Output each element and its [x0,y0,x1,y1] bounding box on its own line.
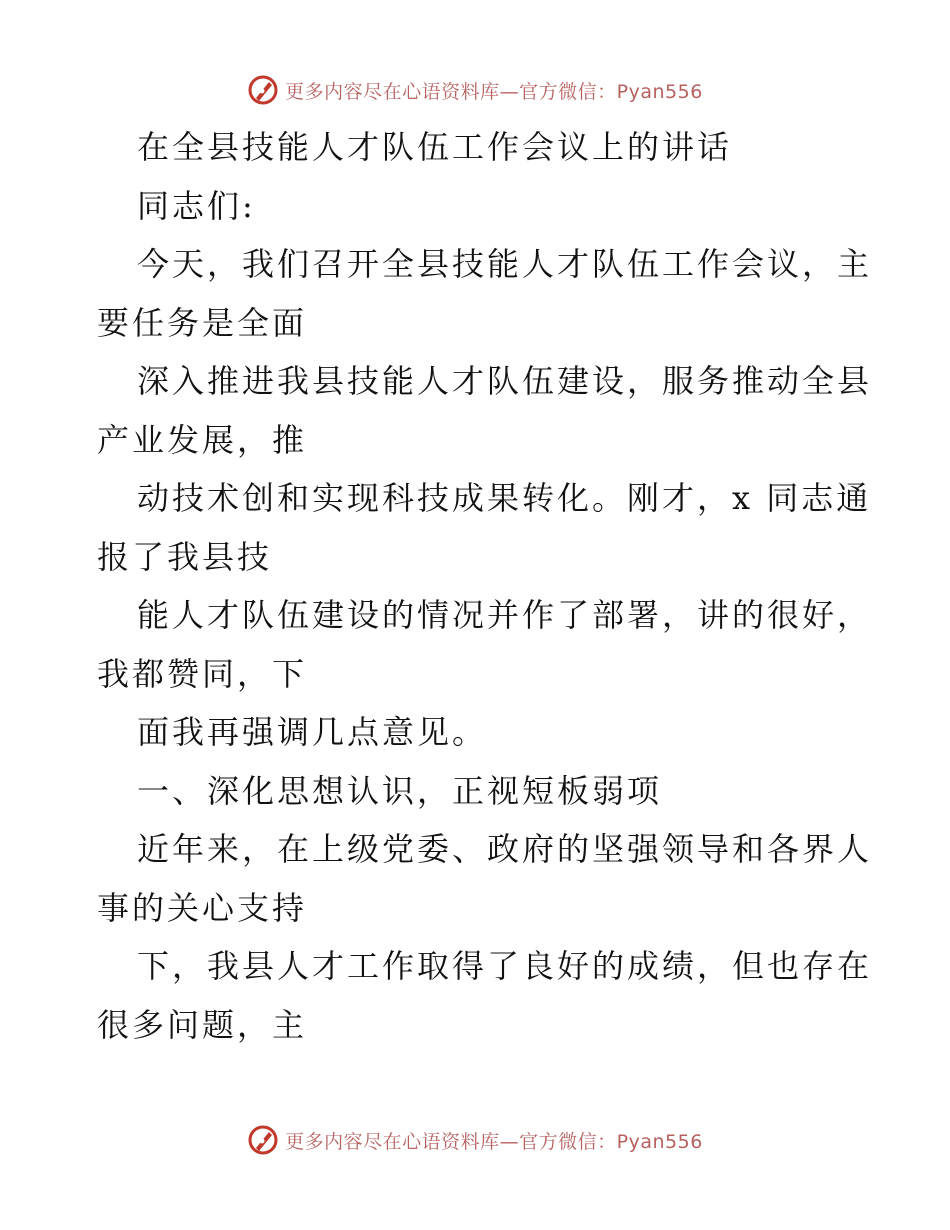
paragraph-line: 报了我县技 [97,537,273,576]
paragraph-line: 我都赞同，下 [97,654,308,693]
paragraph-line: 今天，我们召开全县技能人才队伍工作会议，主 [137,245,873,283]
paragraph-line: 很多问题，主 [97,1005,308,1044]
pen-logo-icon [247,74,279,106]
footer-watermark-banner [0,1120,950,1160]
pen-logo-icon [247,1124,279,1156]
header-banner-text: 更多内容尽在心语资料库—官方微信：Pyan556 [285,80,703,103]
paragraph-line: 事的关心支持 [97,888,308,927]
paragraph-line: 近年来，在上级党委、政府的坚强领导和各界人 [137,830,873,868]
paragraph-line: 面我再强调几点意见。 [137,713,488,751]
salutation: 同志们: [137,186,256,225]
speech-title: 在全县技能人才队伍工作会议上的讲话 [137,128,733,166]
paragraph-line: 能人才队伍建设的情况并作了部署，讲的很好， [137,596,873,634]
paragraph-line: 动技术创和实现科技成果转化。刚才，x 同志通 [137,479,872,517]
document-body [97,118,873,1054]
footer-banner-text: 更多内容尽在心语资料库—官方微信：Pyan556 [285,1130,703,1153]
header-watermark-banner [0,70,950,110]
paragraph-line: 下，我县人才工作取得了良好的成绩，但也存在 [137,947,873,985]
paragraph-line: 深入推进我县技能人才队伍建设，服务推动全县 [137,362,873,400]
paragraph-line: 产业发展，推 [97,420,308,459]
section-heading: 一、深化思想认识，正视短板弱项 [137,771,663,810]
paragraph-line: 要任务是全面 [97,303,308,342]
